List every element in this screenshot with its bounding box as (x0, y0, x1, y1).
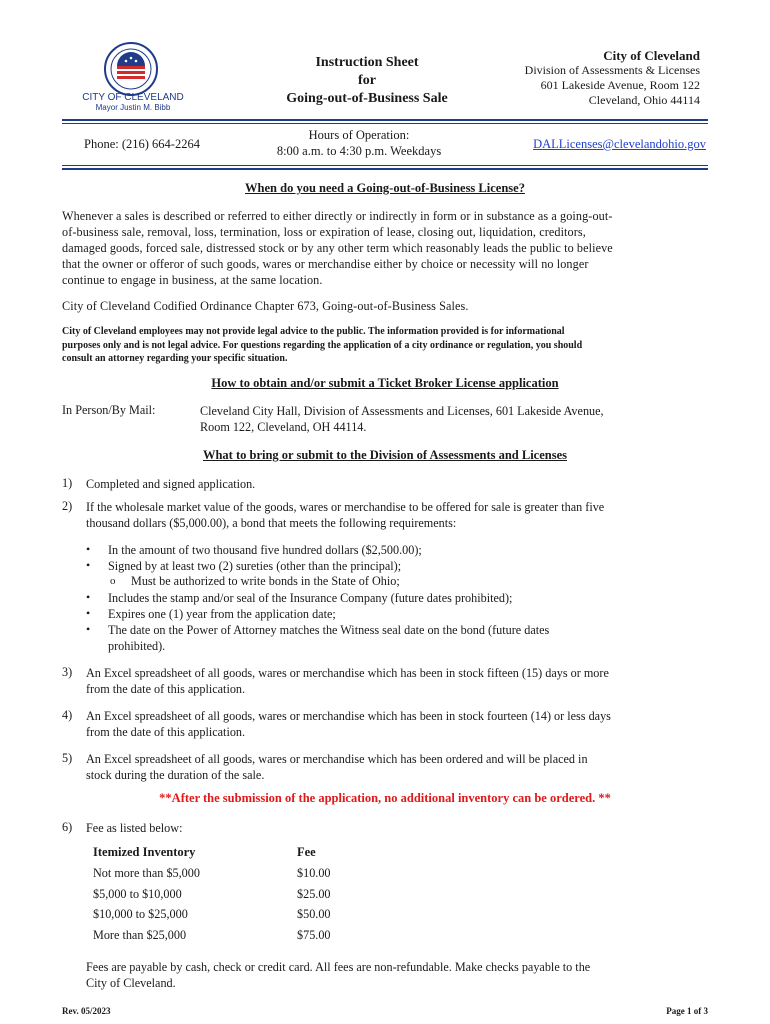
contact-divider (62, 165, 708, 166)
list-item (86, 820, 708, 836)
contact-divider-thick (62, 168, 708, 170)
page-number: Page 1 of 3 (666, 1006, 708, 1016)
title-line-1: Instruction Sheet (315, 55, 419, 70)
bullet-icon: • (86, 590, 91, 604)
bond-requirement (108, 622, 698, 654)
org-line-3: Cleveland, Ohio 44114 (588, 93, 700, 107)
item-line: Fee as listed below: (86, 821, 183, 835)
revision-date: Rev. 05/2023 (62, 1006, 111, 1016)
inventory-alert: **After the submission of the application, no additional inventory can be ordered. ** (159, 791, 611, 805)
item-number: 6) (62, 820, 73, 834)
fee-range: $10,000 to $25,000 (93, 907, 188, 921)
note-line: City of Cleveland. (86, 976, 176, 990)
disclaimer-line: City of Cleveland employees may not provide legal advice to the public. The information provided is for informational (62, 326, 565, 337)
address-line: Room 122, Cleveland, OH 44114. (200, 420, 367, 434)
list-item (86, 708, 708, 740)
legal-disclaimer (62, 325, 708, 366)
item-number: 4) (62, 708, 73, 722)
org-name: City of Cleveland (603, 48, 700, 63)
para-line: Whenever a sales is described or referred to either directly or indirectly in form or in substance as a going-out- (62, 209, 613, 223)
bullet-icon: • (86, 622, 91, 636)
fee-amount: $10.00 (297, 866, 331, 880)
submission-method-label: In Person/By Mail: (62, 403, 156, 417)
phone-number: Phone: (216) 664-2264 (84, 137, 200, 151)
fee-range: More than $25,000 (93, 928, 187, 942)
payment-note (86, 959, 708, 991)
bond-sub-requirement: Must be authorized to write bonds in the State of Ohio; (131, 574, 400, 588)
address-line: Cleveland City Hall, Division of Assessments and Licenses, 601 Lakeside Avenue, (200, 404, 604, 418)
header-divider (62, 119, 708, 121)
email-link[interactable]: DALLicenses@clevelandohio.gov (533, 137, 706, 151)
fee-header-fee: Fee (297, 845, 316, 859)
list-item (86, 499, 708, 531)
definition-paragraph (62, 208, 708, 288)
bond-requirement: Signed by at least two (2) sureties (other than the principal); (108, 559, 402, 573)
item-line: from the date of this application. (86, 682, 246, 696)
fee-header-inventory: Itemized Inventory (93, 845, 196, 859)
list-item (86, 665, 708, 697)
bond-requirement: In the amount of two thousand five hundred dollars ($2,500.00); (108, 543, 422, 557)
bullet-icon: • (86, 558, 91, 572)
hours-line-2: 8:00 a.m. to 4:30 p.m. Weekdays (276, 144, 442, 158)
item-number: 1) (62, 476, 73, 490)
note-line: Fees are payable by cash, check or credit card. All fees are non-refundable. Make checks payable to the (86, 960, 591, 974)
bullet-icon: • (86, 606, 91, 620)
ordinance-reference: City of Cleveland Codified Ordinance Chapter 673, Going-out-of-Business Sales. (62, 299, 469, 313)
list-item (86, 476, 708, 492)
document-title (252, 54, 482, 108)
item-line: from the date of this application. (86, 725, 246, 739)
division-address (480, 48, 700, 108)
list-item (86, 751, 708, 783)
para-line: continue to engage in business, at the same location. (62, 273, 323, 287)
item-number: 3) (62, 665, 73, 679)
section-heading-when: When do you need a Going-out-of-Business License? (245, 181, 525, 195)
fee-amount: $50.00 (297, 907, 331, 921)
header-divider-thin (62, 123, 708, 124)
disclaimer-line: purposes only and is not legal advice. For questions regarding the application of a city ordinance or regulation, you should (62, 339, 583, 351)
item-line: If the wholesale market value of the goods, wares or merchandise to be offered for sale is greater than five (86, 500, 605, 514)
para-line: that the owner or offeror of such goods, wares or merchandise either by choice or necessity will no longer (62, 257, 589, 271)
bullet-line: The date on the Power of Attorney matches the Witness seal date on the bond (future dates (108, 623, 550, 637)
item-line: An Excel spreadsheet of all goods, wares or merchandise which has been in stock fifteen (15) days or more (86, 666, 609, 680)
hours-line-1: Hours of Operation: (308, 128, 410, 142)
fee-range: $5,000 to $10,000 (93, 887, 182, 901)
org-line-2: 601 Lakeside Avenue, Room 122 (540, 78, 700, 92)
item-line: An Excel spreadsheet of all goods, wares or merchandise which has been in stock fourteen (14) or less days (86, 709, 611, 723)
item-line: thousand dollars ($5,000.00), a bond that meets the following requirements: (86, 516, 457, 530)
fee-range: Not more than $5,000 (93, 866, 200, 880)
para-line: of-business sale, removal, loss, termination, loss or expiration of lease, closing out, liquidation, creditors, (62, 225, 586, 239)
bullet-line: prohibited). (108, 639, 166, 653)
disclaimer-line: consult an attorney regarding your specific situation. (62, 353, 288, 364)
section-heading-obtain: How to obtain and/or submit a Ticket Broker License application (211, 376, 559, 390)
bullet-icon: • (86, 542, 91, 556)
fee-amount: $25.00 (297, 887, 331, 901)
submission-address (200, 403, 700, 435)
item-number: 2) (62, 499, 73, 513)
para-line: damaged goods, forced sale, distressed stock or by any other term which reasonably leads the public to believe (62, 241, 613, 255)
fee-amount: $75.00 (297, 928, 331, 942)
logo-mayor-name: Mayor Justin M. Bibb (95, 103, 171, 112)
city-seal-logo (104, 42, 158, 96)
item-line: An Excel spreadsheet of all goods, wares or merchandise which has been ordered and will be placed in (86, 752, 588, 766)
bond-requirement: Includes the stamp and/or seal of the Insurance Company (future dates prohibited); (108, 591, 513, 605)
logo-city-name: CITY OF CLEVELAND (82, 92, 184, 103)
hours-of-operation (252, 127, 466, 159)
title-line-2: for (358, 73, 376, 88)
item-number: 5) (62, 751, 73, 765)
sub-bullet-icon: o (110, 575, 116, 587)
title-line-3: Going-out-of-Business Sale (286, 91, 448, 106)
section-heading-bring: What to bring or submit to the Division of Assessments and Licenses (202, 448, 568, 462)
bond-requirement: Expires one (1) year from the application date; (108, 607, 336, 621)
item-line: stock during the duration of the sale. (86, 768, 265, 782)
item-line: Completed and signed application. (86, 477, 256, 491)
org-line-1: Division of Assessments & Licenses (524, 63, 700, 77)
